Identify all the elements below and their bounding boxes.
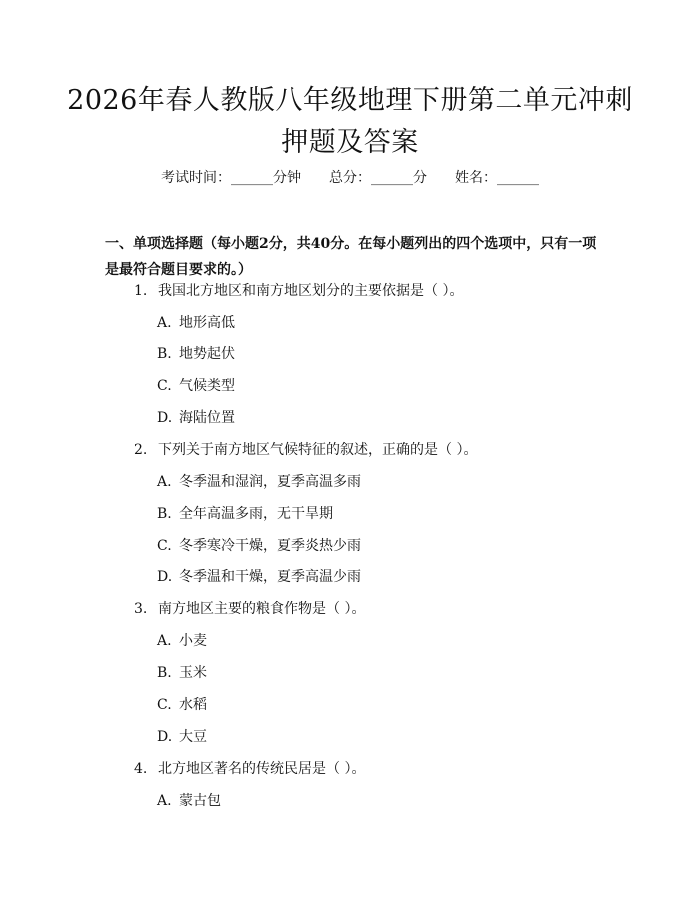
total-score-label: 总分：______分 [329,170,427,186]
option-3b [157,663,207,683]
option-letter: A. [157,793,172,809]
question-number: 4. [134,761,148,777]
option-text: 冬季温和湿润，夏季高温多雨 [179,474,361,490]
question-number: 1. [134,283,148,299]
option-letter: A. [157,474,172,490]
question-number: 3. [134,601,148,617]
option-text: 地形高低 [179,315,235,331]
option-2c [157,536,361,556]
option-1c [157,376,235,396]
option-4a [157,791,221,811]
option-text: 海陆位置 [179,410,235,426]
document-title: 2026年春人教版八年级地理下册第二单元冲刺押题及答案 [67,85,633,158]
question-1 [134,281,463,301]
option-text: 气候类型 [179,378,235,394]
option-3c [157,695,207,715]
option-letter: B. [157,506,172,522]
question-4 [134,759,365,779]
option-2a [157,472,361,492]
option-letter: B. [157,665,172,681]
option-1b [157,344,235,364]
option-letter: B. [157,346,172,362]
option-1a [157,313,235,333]
student-name-label: 姓名：______ [455,170,539,186]
question-2 [134,440,477,460]
option-text: 冬季温和干燥，夏季高温少雨 [179,569,361,585]
option-3a [157,631,207,651]
option-2b [157,504,333,524]
option-letter: A. [157,633,172,649]
option-letter: D. [157,569,173,585]
option-letter: C. [157,378,172,394]
question-3 [134,599,365,619]
option-letter: D. [157,729,173,745]
option-text: 大豆 [179,729,207,745]
question-number: 2. [134,442,148,458]
exam-info-line [0,168,700,188]
option-letter: A. [157,315,172,331]
option-letter: D. [157,410,173,426]
option-text: 玉米 [179,665,207,681]
option-text: 冬季寒冷干燥，夏季炎热少雨 [179,538,361,554]
question-stem: 北方地区著名的传统民居是（ ）。 [158,761,366,777]
option-3d [157,727,207,747]
question-stem: 南方地区主要的粮食作物是（ ）。 [158,601,366,617]
question-stem: 下列关于南方地区气候特征的叙述，正确的是（ ）。 [158,442,478,458]
option-letter: C. [157,697,172,713]
option-1d [157,408,235,428]
question-stem: 我国北方地区和南方地区划分的主要依据是（ ）。 [158,283,464,299]
option-text: 水稻 [179,697,207,713]
option-letter: C. [157,538,172,554]
exam-time-label: 考试时间：______分钟 [161,170,301,186]
option-text: 蒙古包 [179,793,221,809]
option-text: 小麦 [179,633,207,649]
option-2d [157,567,361,587]
option-text: 地势起伏 [179,346,235,362]
section-heading: 一、单项选择题（每小题2分，共40分。在每小题列出的四个选项中，只有一项是最符合题目要求的。） [105,236,597,278]
option-text: 全年高温多雨，无干旱期 [179,506,333,522]
